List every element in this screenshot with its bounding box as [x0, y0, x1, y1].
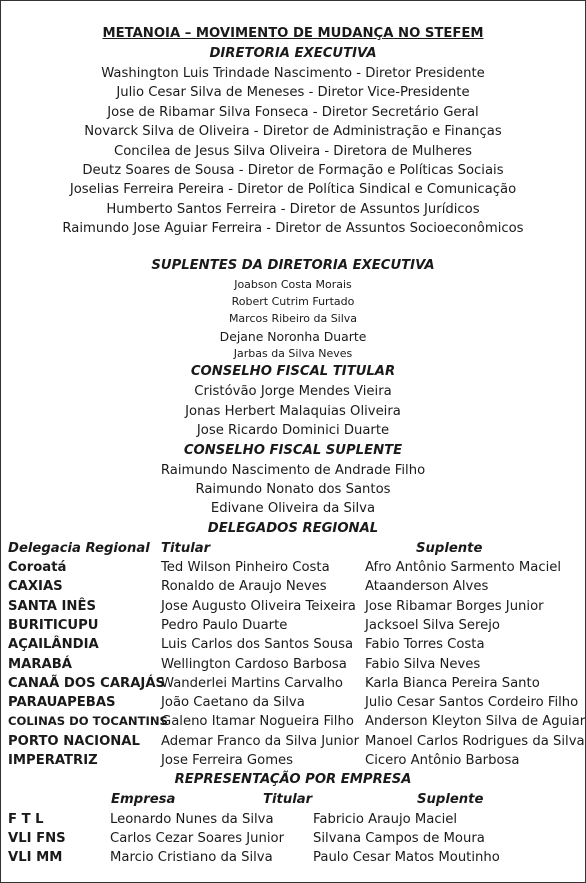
diretoria-member: Novarck Silva de Oliveira - Diretor de Administração e Finanças	[84, 124, 502, 140]
row-suplente: Fabio Torres Costa	[365, 637, 485, 653]
column-header-suplente: Suplente	[417, 792, 484, 808]
suplente-member: Robert Cutrim Furtado	[231, 294, 355, 308]
row-suplente: Fabricio Araujo Maciel	[313, 811, 458, 827]
row-label: AÇAILÂNDIA	[8, 637, 99, 653]
diretoria-member: Julio Cesar Silva de Meneses - Diretor Vice-Presidente	[116, 85, 470, 101]
conselho-titular-member: Jose Ricardo Dominici Duarte	[196, 423, 390, 439]
row-label: COLINAS DO TOCANTINS	[8, 714, 168, 729]
row-label: VLI MM	[8, 850, 63, 866]
table-row	[1, 577, 585, 596]
row-titular: Wellington Cardoso Barbosa	[161, 656, 347, 672]
row-titular: Ronaldo de Araujo Neves	[161, 579, 327, 595]
column-header-titular: Titular	[161, 540, 211, 556]
row-label: CAXIAS	[8, 579, 63, 595]
row-titular: Jose Augusto Oliveira Teixeira	[161, 598, 356, 614]
table-row	[1, 829, 585, 848]
delegados-table-header	[1, 539, 585, 558]
section-spacer	[1, 239, 585, 256]
row-titular: João Caetano da Silva	[161, 695, 305, 711]
table-row	[1, 693, 585, 712]
representacao-table-body	[1, 810, 585, 868]
row-titular: Ted Wilson Pinheiro Costa	[161, 560, 330, 576]
row-titular: Pedro Paulo Duarte	[161, 618, 288, 633]
representacao-table-header	[1, 790, 585, 809]
column-header-delegacia: Delegacia Regional	[8, 540, 150, 556]
diretoria-member: Deutz Soares de Sousa - Diretor de Formação e Políticas Sociais	[82, 162, 504, 178]
conselho-suplente-heading: CONSELHO FISCAL SUPLENTE	[183, 442, 403, 458]
column-header-suplente: Suplente	[416, 540, 483, 556]
row-suplente: Jacksoel Silva Serejo	[365, 618, 501, 633]
conselho-titular-member: Jonas Herbert Malaquias Oliveira	[185, 403, 401, 419]
conselho-titular-member: Cristóvão Jorge Mendes Vieira	[194, 384, 392, 400]
conselho-suplente-member: Raimundo Nascimento de Andrade Filho	[160, 462, 426, 478]
row-titular: Carlos Cezar Soares Junior	[110, 830, 285, 846]
table-row	[1, 848, 585, 867]
diretoria-member: Joselias Ferreira Pereira - Diretor de Política Sindical e Comunicação	[69, 182, 517, 198]
diretoria-heading: DIRETORIA EXECUTIVA	[209, 46, 377, 61]
row-suplente: Silvana Campos de Moura	[313, 830, 485, 846]
delegados-heading: DELEGADOS REGIONAL	[207, 520, 379, 536]
diretoria-member: Raimundo Jose Aguiar Ferreira - Diretor de Assuntos Socioeconômicos	[62, 221, 524, 237]
diretoria-member: Jose de Ribamar Silva Fonseca - Diretor Secretário Geral	[107, 104, 479, 120]
row-label: MARABÁ	[8, 656, 72, 672]
row-label: VLI FNS	[8, 830, 66, 846]
suplente-member: Marcos Ribeiro da Silva	[228, 312, 358, 326]
row-label: BURITICUPU	[8, 618, 99, 633]
table-row	[1, 674, 585, 693]
row-titular: Leonardo Nunes da Silva	[110, 811, 274, 827]
row-suplente: Afro Antônio Sarmento Maciel	[365, 560, 562, 576]
row-label: SANTA INÊS	[8, 598, 96, 614]
column-header-empresa: Empresa	[111, 792, 176, 808]
suplente-member: Jarbas da Silva Neves	[233, 347, 353, 361]
table-row	[1, 635, 585, 654]
row-suplente: Anderson Kleyton Silva de Aguiar	[365, 714, 586, 730]
row-label: IMPERATRIZ	[8, 753, 98, 769]
row-titular: Ademar Franco da Silva Junior	[161, 733, 359, 749]
row-label: CANAÃ DOS CARAJÁS	[8, 675, 166, 691]
suplentes-heading: SUPLENTES DA DIRETORIA EXECUTIVA	[151, 257, 435, 273]
table-row	[1, 616, 585, 635]
table-row	[1, 558, 585, 577]
conselho-suplente-member: Edivane Oliveira da Silva	[210, 501, 376, 517]
row-suplente: Manoel Carlos Rodrigues da Silva	[365, 733, 585, 749]
table-row	[1, 732, 585, 751]
row-suplente: Julio Cesar Santos Cordeiro Filho	[365, 695, 579, 711]
row-suplente: Karla Bianca Pereira Santo	[365, 675, 540, 691]
suplente-member: Joabson Costa Morais	[234, 277, 352, 291]
document-title: METANOIA – MOVIMENTO DE MUDANÇA NO STEFEM	[102, 26, 484, 41]
row-titular: Galeno Itamar Nogueira Filho	[161, 714, 354, 730]
row-label: PORTO NACIONAL	[8, 733, 140, 749]
row-suplente: Fabio Silva Neves	[365, 656, 481, 672]
row-titular: Wanderlei Martins Carvalho	[161, 675, 343, 691]
row-label: PARAUAPEBAS	[8, 695, 116, 711]
row-label: Coroatá	[8, 560, 67, 576]
row-titular: Jose Ferreira Gomes	[161, 753, 294, 769]
suplente-member: Dejane Noronha Duarte	[219, 328, 367, 344]
diretoria-member: Humberto Santos Ferreira - Diretor de Assuntos Jurídicos	[106, 201, 480, 217]
row-titular: Luis Carlos dos Santos Sousa	[161, 637, 354, 653]
row-suplente: Jose Ribamar Borges Junior	[365, 598, 544, 614]
column-header-titular: Titular	[263, 792, 313, 808]
row-suplente: Paulo Cesar Matos Moutinho	[313, 850, 500, 866]
diretoria-member: Washington Luis Trindade Nascimento - Diretor Presidente	[101, 66, 485, 81]
row-label: F T L	[8, 811, 44, 827]
diretoria-member: Concilea de Jesus Silva Oliveira - Diretora de Mulheres	[114, 143, 472, 159]
conselho-titular-heading: CONSELHO FISCAL TITULAR	[190, 364, 396, 380]
delegados-table-body	[1, 558, 585, 770]
representacao-heading: REPRESENTAÇÃO POR EMPRESA	[174, 772, 412, 788]
table-row	[1, 712, 585, 731]
table-row	[1, 751, 585, 770]
row-titular: Marcio Cristiano da Silva	[110, 850, 273, 866]
table-row	[1, 597, 585, 616]
table-row	[1, 810, 585, 829]
table-row	[1, 655, 585, 674]
row-suplente: Cicero Antônio Barbosa	[365, 753, 520, 769]
row-suplente: Ataanderson Alves	[365, 579, 489, 595]
conselho-suplente-member: Raimundo Nonato dos Santos	[195, 482, 391, 498]
